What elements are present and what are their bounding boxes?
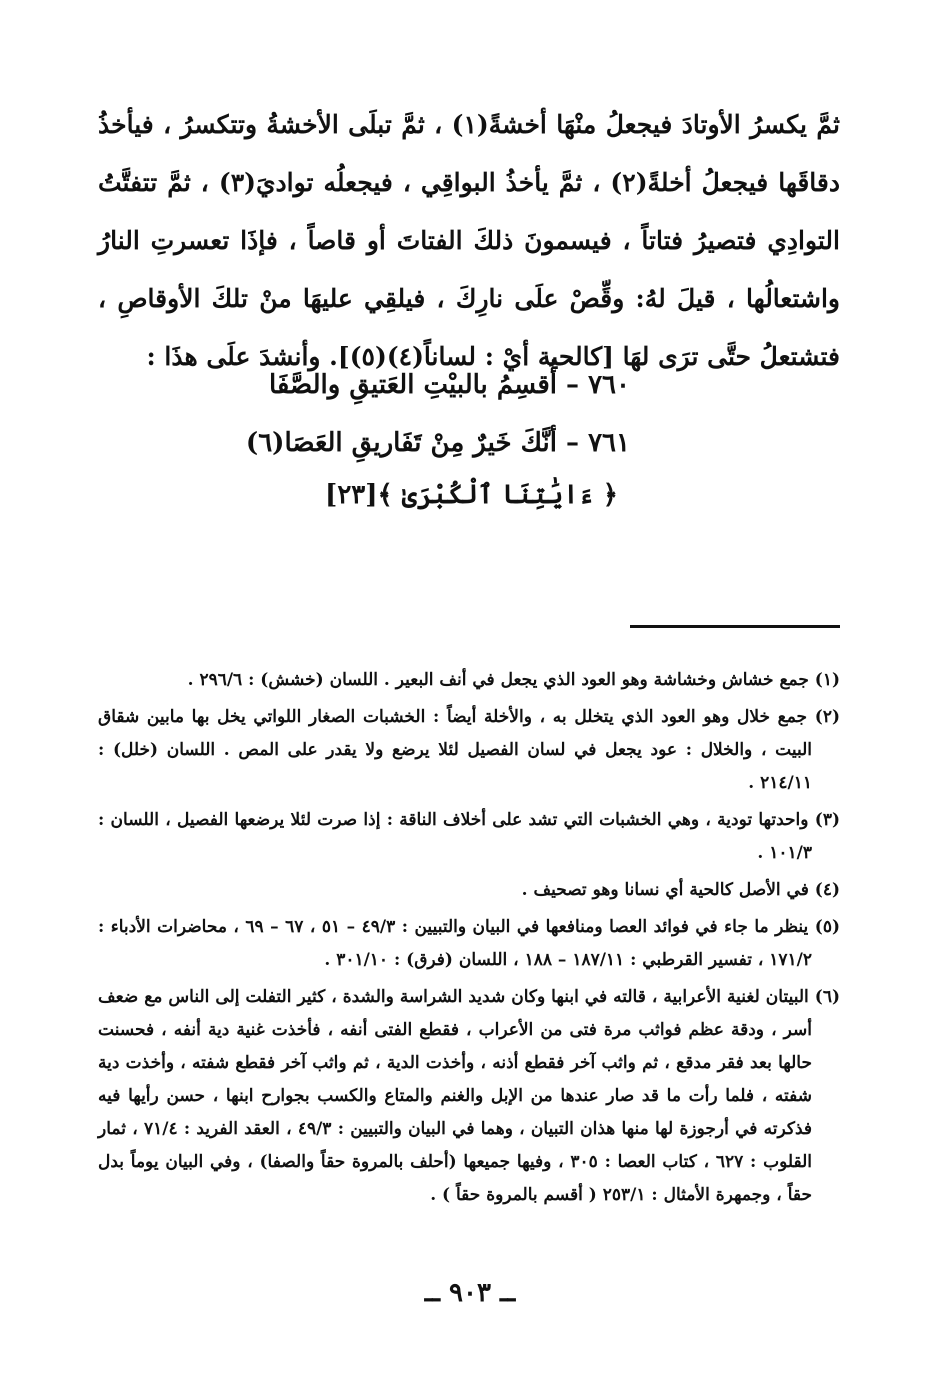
footnote-3: (٣) واحدتها تودية ، وهي الخشبات التي تشد على أخلاف الناقة : إذا صرت لئلا يرضعها الفصيل ، اللسان : ١٠١/٣ . xyxy=(98,810,840,863)
footnote-4: (٤) في الأصل كالحية أي نسانا وهو تصحيف . xyxy=(521,880,840,900)
footnote-separator xyxy=(630,625,840,628)
verse-761: ٧٦١ – أنَّكَ خَيرٌ مِنْ تَفَاريقِ العَصَا(٦) xyxy=(245,428,630,458)
footnote-6: (٦) البيتان لغنية الأعرابية ، قالته في ابنها وكان شديد الشراسة والشدة ، كثير التفلت إلى الناس مع ضعف أسر ، ودقة عظم فواثب مرة فتى من الأعراب ، فقطع الفتى أنفه ، فأخذت غنية دية أنفه ، فحسنت حالها بعد فقر مدقع ، ثم واثب آخر فقطع أذنه ، وأخذت الدية ، ثم واثب آخر فقطع شفته ، وأخذت دية شفته ، فلما رأت ما قد صار عندها من الإبل والغنم والمتاع والكسب بجوارح ابنها ، حسن رأيها فيه فذكرته في أرجوزة لها منها هذان التبيان ، وهما في البيان والتبيين : ٤٩/٣ ، العقد الفريد : ٧١/٤ ، ثمار القلوب : ٦٢٧ ، كتاب العصا : ٣٠٥ ، وفيها جميعها (أحلف بالمروة حقاً والصفا) ، وفي البيان يوماً بدل حقاً ، وجمهرة الأمثال : ٢٥٣/١ ( أقسم بالمروة حقاً ) . xyxy=(98,987,840,1205)
page-number: ــ ٩٠٣ ــ xyxy=(424,1278,516,1308)
main-text xyxy=(98,96,840,386)
verse-760: ٧٦٠ – أُقسِمُ بالبيْتِ العَتيقِ والصَّفَا xyxy=(268,370,630,400)
footnote-2: (٢) جمع خلال وهو العود الذي يتخلل به ، والأخلة أيضاً : الخشبات الصغار اللواتي يخل بها مابين شقاق البيت ، والخلال : عود يجعل في لسان الفصيل لئلا يرضع ولا يقدر على المص . اللسان (خلل) : ٢١٤/١١ . xyxy=(98,707,840,793)
quran-reference: ﴿ ءَايَٰتِنَا ٱلْكُبْرَىٰ ﴾[٢٣] xyxy=(325,480,618,510)
footnotes xyxy=(98,664,840,1216)
footnote-5: (٥) ينظر ما جاء في فوائد العصا ومنافعها في البيان والتبيين : ٤٩/٣ – ٥١ ، ٦٧ – ٦٩ ، محاضرات الأدباء : ١٧١/٢ ، تفسير القرطبي : ١٨٧/١١ – ١٨٨ ، اللسان (فرق) : ٣٠١/١٠ . xyxy=(98,917,841,970)
body-paragraph: ثمَّ يكسرُ الأوتادَ فيجعلُ منْهَا أخشةً(١) ، ثمَّ تبلَى الأخشةُ وتتكسرُ ، فيأخذُ دقاقَها فيجعلُ أخلةً(٢) ، ثمَّ يأخذُ البواقِي ، فيجعلُه تواديَ(٣) ، ثمَّ تتفتَّتُ التوادِي فتصيرُ فتاتاً ، فيسمونَ ذلكَ الفتاتَ أو قاصاً ، فإذَا تعسرتِ النارُ واشتعالُها ، قيلَ لهُ: وقِّصْ علَى نارِكَ ، فيلقِي عليهَا منْ تلكَ الأوقاصِ ، فتشتعلُ حتَّى ترَى لهَا [كالحية أيْ : لساناً(٤)(٥)]. وأنشدَ علَى هذَا : xyxy=(98,110,840,371)
footnote-1: (١) جمع خشاش وخشاشة وهو العود الذي يجعل في أنف البعير . اللسان (خشش) : ٢٩٦/٦ . xyxy=(187,670,840,690)
